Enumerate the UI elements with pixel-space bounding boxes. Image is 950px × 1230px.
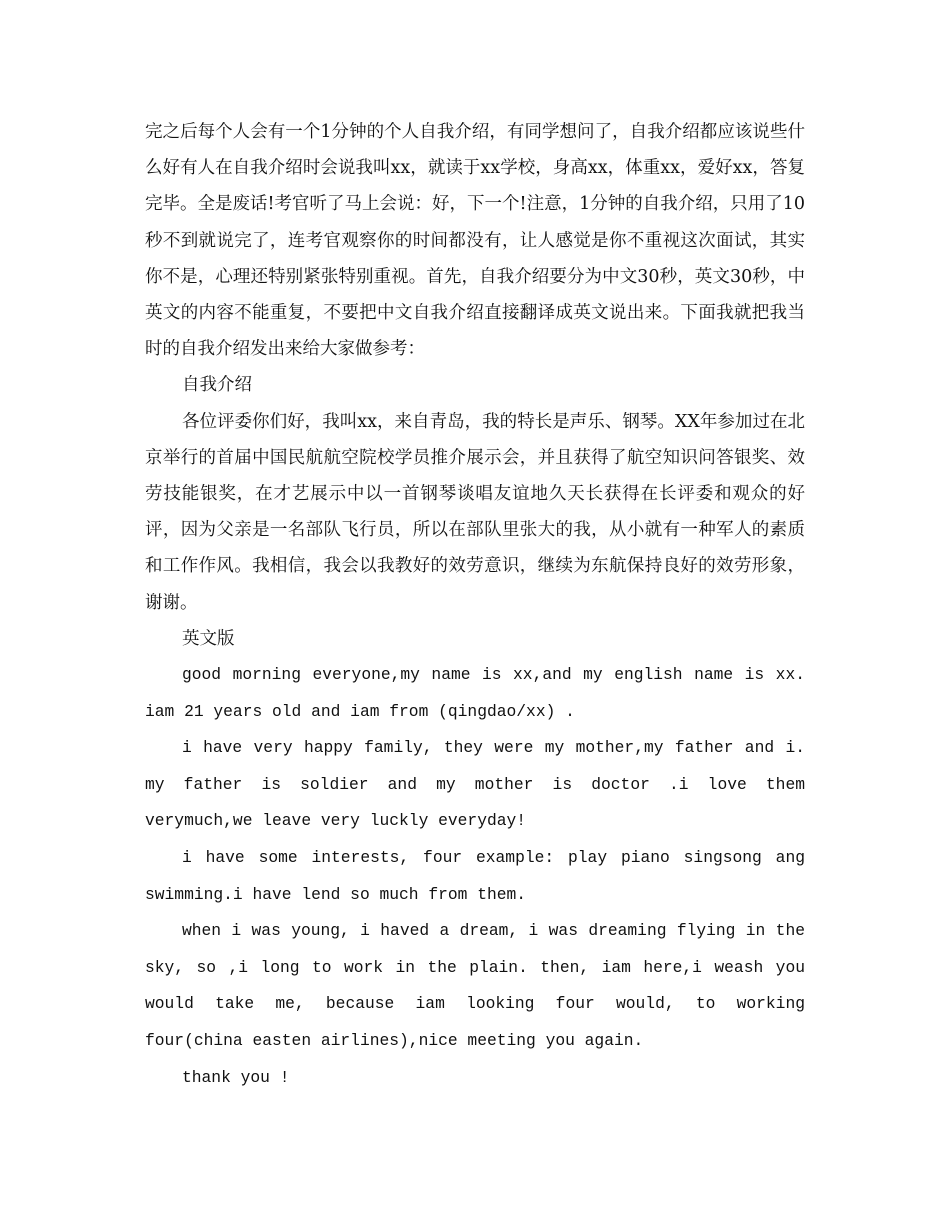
english-paragraph-dream: when i was young, i haved a dream, i was dreaming flying in the sky, so ,i long to work in the plain. then, iam here,i weash you would take me, because iam looking four would, to working four(china easten airlines),nice meeting you again. xyxy=(145,921,805,1050)
intro-paragraph: 完之后每个人会有一个1分钟的个人自我介绍，有同学想问了，自我介绍都应该说些什么好有人在自我介绍时会说我叫xx，就读于xx学校，身高xx，体重xx，爱好xx，答复完毕。全是废话!考官听了马上会说：好，下一个!注意，1分钟的自我介绍，只用了10秒不到就说完了，连考官观察你的时间都没有，让人感觉是你不重视这次面试，其实你不是，心理还特别紧张特别重视。首先，自我介绍要分为中文30秒，英文30秒，中英文的内容不能重复，不要把中文自我介绍直接翻译成英文说出来。下面我就把我当时的自我介绍发出来给大家做参考： xyxy=(145,122,805,360)
english-paragraph-interests: i have some interests, four example: play piano singsong ang swimming.i have lend so much from them. xyxy=(145,848,805,904)
chinese-section-heading: 自我介绍 xyxy=(182,375,252,396)
chinese-self-introduction: 各位评委你们好，我叫xx，来自青岛，我的特长是声乐、钢琴。XX年参加过在北京举行的首届中国民航航空院校学员推介展示会，并且获得了航空知识问答银奖、效劳技能银奖，在才艺展示中以一首钢琴谈唱友谊地久天长获得在长评委和观众的好评，因为父亲是一名部队飞行员，所以在部队里张大的我，从小就有一种军人的素质和工作作风。我相信，我会以我教好的效劳意识，继续为东航保持良好的效劳形象，谢谢。 xyxy=(145,411,805,613)
english-paragraph-thanks: thank you ! xyxy=(182,1067,290,1087)
english-paragraph-greeting: good morning everyone,my name is xx,and my english name is xx. iam 21 years old and iam from (qingdao/xx) . xyxy=(145,665,805,721)
english-section-heading: 英文版 xyxy=(182,628,235,649)
english-paragraph-family: i have very happy family, they were my mother,my father and i. my father is soldier and my mother is doctor .i love them verymuch,we leave very luckly everyday! xyxy=(145,738,805,831)
document-body xyxy=(145,114,805,1096)
